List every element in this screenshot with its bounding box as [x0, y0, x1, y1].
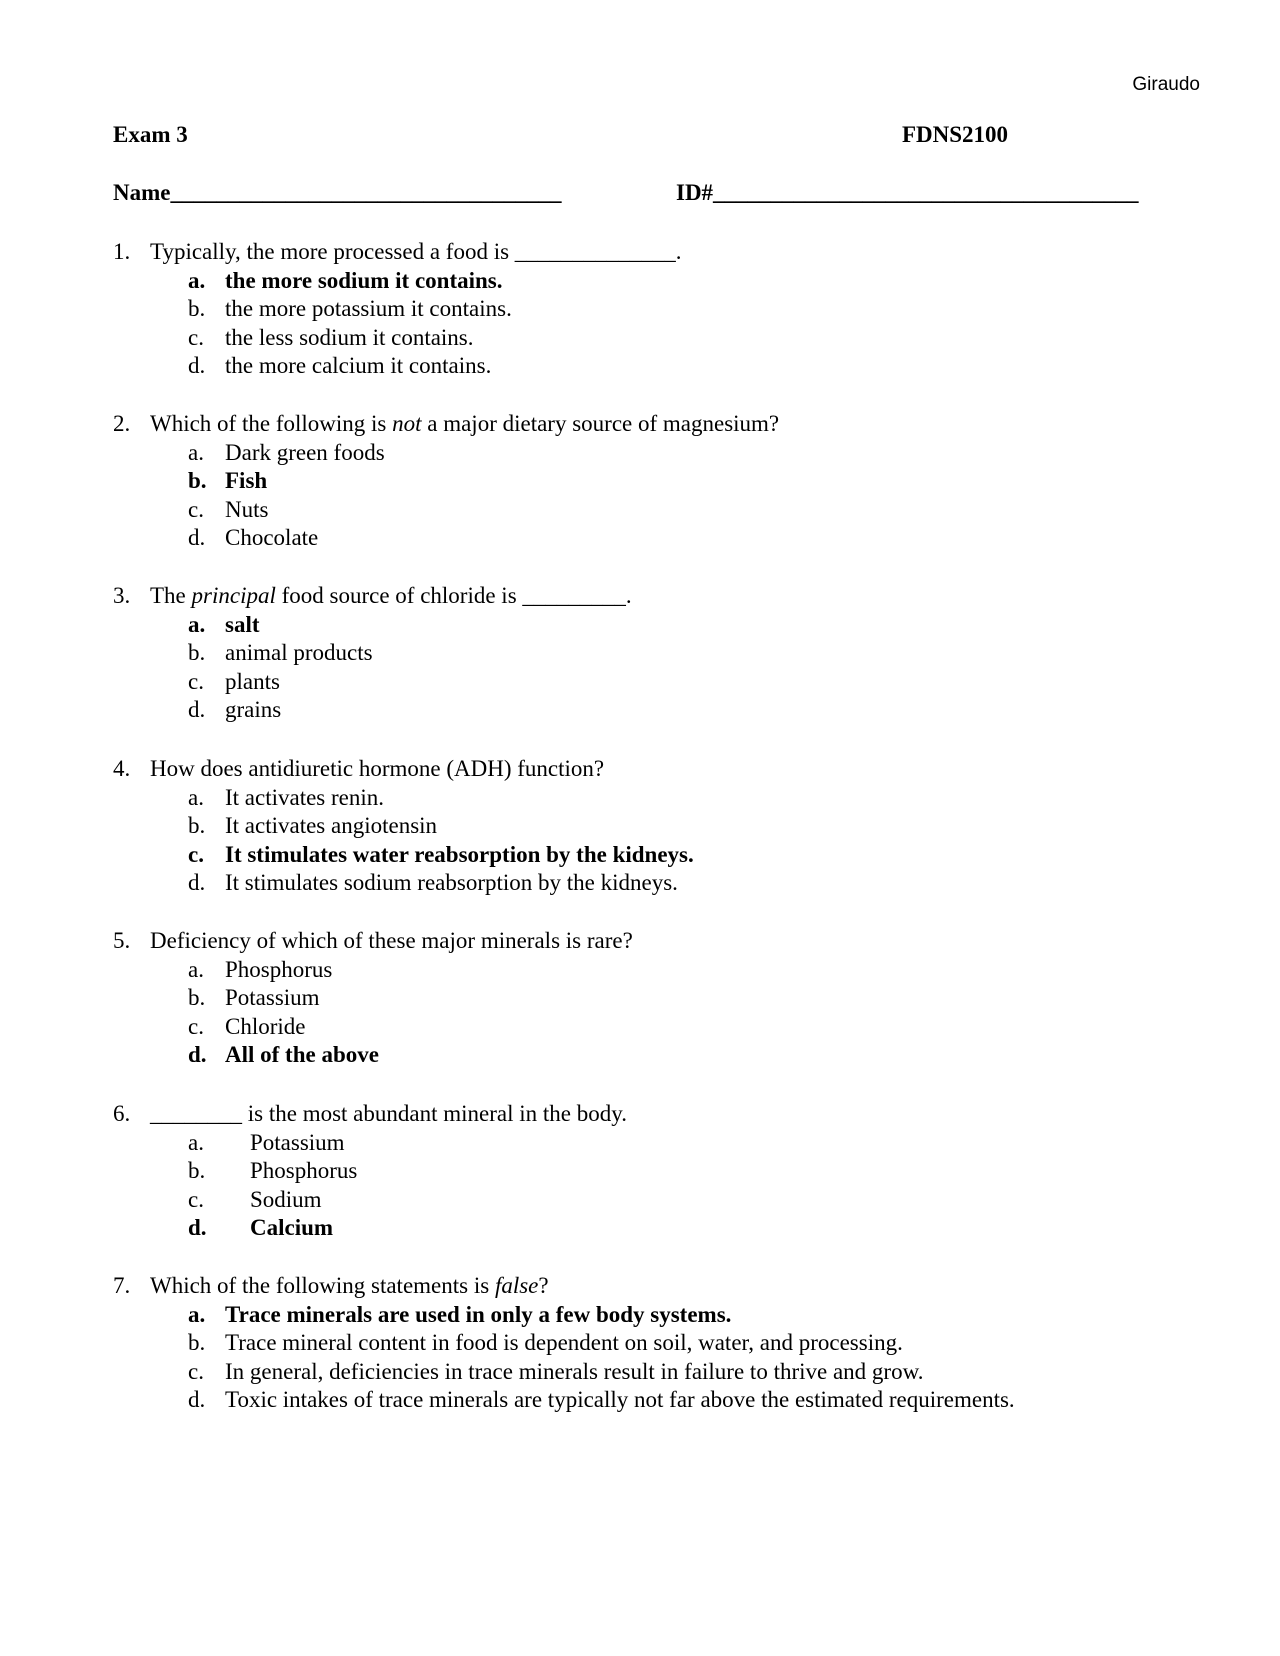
question-number: 7.: [113, 1273, 131, 1298]
option-letter: d.: [188, 697, 206, 722]
answer-option[interactable]: [188, 1157, 1213, 1186]
answer-option[interactable]: [188, 1186, 1213, 1215]
option-letter: a.: [188, 784, 204, 810]
exam-title: Exam 3: [113, 122, 188, 147]
option-text: It stimulates water reabsorption by the kidneys.: [225, 841, 694, 867]
answer-option[interactable]: [188, 1129, 1213, 1158]
option-text: Dark green foods: [225, 439, 385, 465]
answer-option[interactable]: [188, 524, 1213, 553]
answer-option[interactable]: [188, 784, 1213, 813]
name-field[interactable]: Name__________________________________: [113, 180, 562, 205]
answer-option[interactable]: [188, 812, 1213, 841]
option-text: Fish: [225, 468, 268, 493]
question-number: 2.: [113, 411, 131, 436]
option-letter: a.: [188, 439, 204, 465]
answer-option-correct[interactable]: [188, 267, 1213, 296]
answer-option[interactable]: [188, 984, 1213, 1013]
answer-option[interactable]: [188, 639, 1213, 668]
question-2: [113, 410, 1213, 553]
question-text: Typically, the more processed a food is ______________.: [150, 239, 682, 264]
answer-option-correct[interactable]: [188, 1301, 1213, 1330]
option-text: It stimulates sodium reabsorption by the kidneys.: [225, 870, 678, 895]
id-field[interactable]: ID#_____________________________________: [676, 180, 1139, 205]
option-text: plants: [225, 668, 280, 694]
question-3: [113, 582, 1213, 725]
question-number: 6.: [113, 1101, 131, 1126]
option-text: the more calcium it contains.: [225, 353, 492, 378]
question-stem: [113, 927, 1213, 956]
option-text: Potassium: [250, 1129, 345, 1155]
question-text: How does antidiuretic hormone (ADH) function?: [150, 756, 605, 781]
answer-option[interactable]: [188, 324, 1213, 353]
option-text: grains: [225, 697, 282, 722]
option-letter: b.: [188, 985, 206, 1010]
question-stem: [113, 1272, 1213, 1301]
option-letter: b.: [188, 813, 206, 838]
option-text: salt: [225, 611, 260, 637]
question-number: 5.: [113, 928, 131, 953]
option-text: Phosphorus: [225, 956, 333, 982]
answer-option[interactable]: [188, 1013, 1213, 1042]
answer-option-correct[interactable]: [188, 611, 1213, 640]
answer-option-correct[interactable]: [188, 841, 1213, 870]
option-text: animal products: [225, 640, 373, 665]
option-text: Trace mineral content in food is dependent on soil, water, and processing.: [225, 1330, 903, 1355]
answer-option[interactable]: [188, 869, 1213, 898]
option-letter: d.: [188, 353, 206, 378]
option-text: Phosphorus: [250, 1158, 358, 1183]
option-letter: a.: [188, 611, 206, 637]
option-letter: b.: [188, 1158, 206, 1183]
option-letter: d.: [188, 525, 206, 550]
option-letter: a.: [188, 1301, 206, 1327]
question-stem: [113, 410, 1213, 439]
answer-option[interactable]: [188, 1329, 1213, 1358]
option-letter: d.: [188, 1387, 206, 1412]
option-letter: d.: [188, 870, 206, 895]
option-text: All of the above: [225, 1042, 379, 1067]
option-letter: c.: [188, 1186, 204, 1212]
option-letter: c.: [188, 324, 204, 350]
course-code: FDNS2100: [902, 122, 1009, 147]
answer-option[interactable]: [188, 1386, 1213, 1415]
answer-option[interactable]: [188, 352, 1213, 381]
answer-option[interactable]: [188, 295, 1213, 324]
option-text: It activates renin.: [225, 784, 385, 810]
option-letter: a.: [188, 1129, 204, 1155]
question-1: [113, 238, 1213, 381]
option-text: Trace minerals are used in only a few body systems.: [225, 1301, 732, 1327]
option-text: Calcium: [250, 1215, 334, 1240]
option-letter: c.: [188, 1013, 204, 1039]
option-text: the more sodium it contains.: [225, 267, 503, 293]
question-number: 4.: [113, 756, 131, 781]
question-stem: [113, 1100, 1213, 1129]
author-name: Giraudo: [1132, 74, 1200, 95]
option-letter: b.: [188, 1330, 206, 1355]
option-text: Sodium: [250, 1186, 322, 1212]
answer-option[interactable]: [188, 496, 1213, 525]
question-text: Which of the following statements is false?: [150, 1273, 549, 1298]
option-text: In general, deficiencies in trace minerals result in failure to thrive and grow.: [225, 1358, 924, 1384]
option-letter: a.: [188, 956, 204, 982]
question-text: Deficiency of which of these major minerals is rare?: [150, 928, 633, 953]
option-letter: d.: [188, 1215, 207, 1240]
answer-option-correct[interactable]: [188, 1041, 1213, 1070]
option-text: Chloride: [225, 1013, 306, 1039]
question-number: 1.: [113, 239, 131, 264]
question-text: The principal food source of chloride is _________.: [150, 583, 632, 608]
question-6: [113, 1100, 1213, 1243]
option-text: Nuts: [225, 496, 269, 522]
option-text: It activates angiotensin: [225, 813, 438, 838]
option-letter: a.: [188, 267, 206, 293]
option-letter: b.: [188, 640, 206, 665]
option-letter: c.: [188, 841, 204, 867]
answer-option-correct[interactable]: [188, 467, 1213, 496]
option-letter: c.: [188, 496, 204, 522]
option-letter: d.: [188, 1042, 207, 1067]
answer-option[interactable]: [188, 1358, 1213, 1387]
answer-option[interactable]: [188, 696, 1213, 725]
answer-option[interactable]: [188, 668, 1213, 697]
option-letter: c.: [188, 1358, 204, 1384]
answer-option[interactable]: [188, 439, 1213, 468]
option-text: Chocolate: [225, 525, 319, 550]
option-letter: b.: [188, 468, 207, 493]
answer-option-correct[interactable]: [188, 1214, 1213, 1243]
option-letter: b.: [188, 296, 206, 321]
question-stem: [113, 755, 1213, 784]
answer-option[interactable]: [188, 956, 1213, 985]
question-text: Which of the following is not a major dietary source of magnesium?: [150, 411, 780, 436]
question-text: ________ is the most abundant mineral in the body.: [150, 1101, 627, 1126]
question-7: [113, 1272, 1213, 1415]
question-4: [113, 755, 1213, 898]
question-5: [113, 927, 1213, 1070]
question-stem: [113, 238, 1213, 267]
option-text: the less sodium it contains.: [225, 324, 474, 350]
option-text: Potassium: [225, 985, 320, 1010]
option-letter: c.: [188, 668, 204, 694]
question-stem: [113, 582, 1213, 611]
question-number: 3.: [113, 583, 131, 608]
option-text: the more potassium it contains.: [225, 296, 512, 321]
option-text: Toxic intakes of trace minerals are typically not far above the estimated requirements.: [225, 1387, 1015, 1412]
